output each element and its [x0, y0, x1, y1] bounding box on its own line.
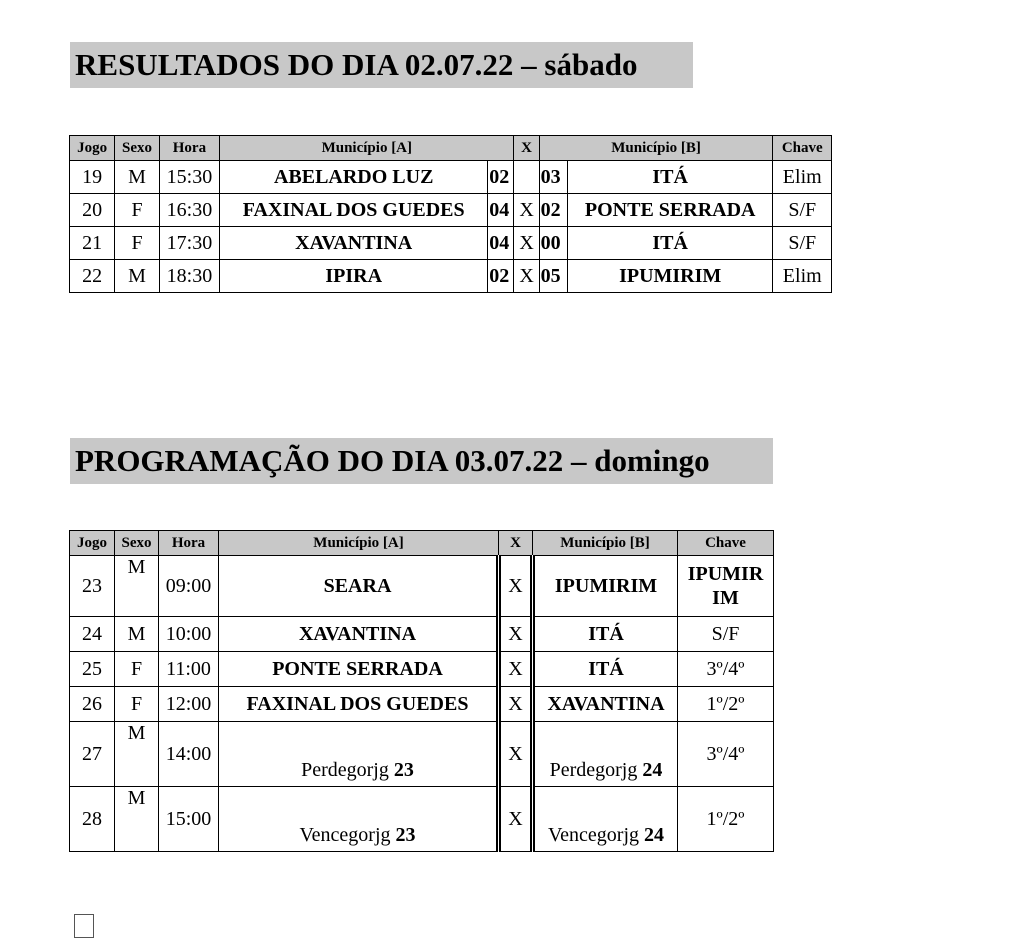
- hora-cell: 14:00: [159, 722, 219, 787]
- municipio-b-number: 24: [644, 824, 665, 846]
- sexo-cell: M: [115, 260, 159, 293]
- versus-cell: X: [499, 617, 533, 652]
- municipio-a-cell: IPIRA: [220, 260, 488, 293]
- municipio-b-cell: IPUMIRIM: [533, 556, 678, 617]
- municipio-a-cell: PONTE SERRADA: [219, 652, 499, 687]
- chave-cell: 1º/2º: [678, 787, 774, 852]
- jogo-cell: 22: [70, 260, 115, 293]
- versus-cell: X: [499, 652, 533, 687]
- jogo-cell: 21: [70, 227, 115, 260]
- sexo-cell: M: [115, 161, 159, 194]
- jogo-cell: 28: [70, 787, 115, 852]
- header-municipio-a: Município [A]: [220, 136, 514, 161]
- municipio-b-text: Perdegorjg: [549, 759, 643, 781]
- municipio-a-cell: [219, 787, 499, 852]
- hora-cell: 15:30: [159, 161, 219, 194]
- municipio-b-cell: XAVANTINA: [533, 687, 678, 722]
- municipio-a-cell: SEARA: [219, 556, 499, 617]
- table-row: [70, 652, 774, 687]
- versus-cell: X: [499, 556, 533, 617]
- sexo-cell: M: [115, 617, 159, 652]
- table-row: [70, 260, 832, 293]
- header-sexo: Sexo: [115, 531, 159, 556]
- sexo-cell: F: [115, 652, 159, 687]
- municipio-b-cell: [533, 787, 678, 852]
- municipio-a-text: Perdegorjg: [301, 759, 394, 781]
- table-row: [70, 787, 774, 852]
- schedule-title: PROGRAMAÇÃO DO DIA 03.07.22 – domingo: [70, 438, 773, 484]
- municipio-a-number: 23: [393, 759, 414, 781]
- chave-cell: IPUMIR IM: [678, 556, 774, 617]
- versus-cell: X: [499, 687, 533, 722]
- score-a-cell: 02: [488, 260, 514, 293]
- header-x: X: [514, 136, 539, 161]
- sexo-cell: M: [115, 787, 159, 852]
- hora-cell: 17:30: [159, 227, 219, 260]
- versus-cell: X: [514, 194, 539, 227]
- table-row: [70, 722, 774, 787]
- jogo-cell: 24: [70, 617, 115, 652]
- versus-cell: X: [499, 722, 533, 787]
- header-hora: Hora: [159, 531, 219, 556]
- header-hora: Hora: [159, 136, 219, 161]
- jogo-cell: 23: [70, 556, 115, 617]
- municipio-b-cell: ITÁ: [533, 652, 678, 687]
- municipio-b-cell: ITÁ: [567, 227, 773, 260]
- results-header-row: [70, 136, 832, 161]
- score-a-cell: 04: [488, 227, 514, 260]
- jogo-cell: 19: [70, 161, 115, 194]
- sexo-cell: F: [115, 194, 159, 227]
- table-row: [70, 227, 832, 260]
- municipio-a-text: Vencegorjg: [299, 824, 396, 846]
- schedule-header-row: [70, 531, 774, 556]
- score-b-cell: 00: [539, 227, 567, 260]
- jogo-cell: 27: [70, 722, 115, 787]
- municipio-b-text: Vencegorjg: [547, 824, 645, 846]
- municipio-a-number: 23: [395, 824, 416, 846]
- score-b-cell: 02: [539, 194, 567, 227]
- hora-cell: 11:00: [159, 652, 219, 687]
- chave-cell: Elim: [773, 260, 832, 293]
- sexo-cell: M: [115, 556, 159, 617]
- municipio-b-cell: IPUMIRIM: [567, 260, 773, 293]
- municipio-b-cell: [533, 722, 678, 787]
- hora-cell: 12:00: [159, 687, 219, 722]
- score-b-cell: 05: [539, 260, 567, 293]
- chave-cell: S/F: [773, 227, 832, 260]
- jogo-cell: 25: [70, 652, 115, 687]
- jogo-cell: 20: [70, 194, 115, 227]
- versus-cell: X: [514, 260, 539, 293]
- header-sexo: Sexo: [115, 136, 159, 161]
- municipio-a-cell: XAVANTINA: [220, 227, 488, 260]
- header-jogo: Jogo: [70, 136, 115, 161]
- score-a-cell: 04: [488, 194, 514, 227]
- municipio-a-cell: FAXINAL DOS GUEDES: [220, 194, 488, 227]
- chave-cell: S/F: [678, 617, 774, 652]
- hora-cell: 10:00: [159, 617, 219, 652]
- hora-cell: 18:30: [159, 260, 219, 293]
- municipio-b-cell: ITÁ: [567, 161, 773, 194]
- score-a-cell: 02: [488, 161, 514, 194]
- hora-cell: 09:00: [159, 556, 219, 617]
- hora-cell: 16:30: [159, 194, 219, 227]
- chave-cell: 3º/4º: [678, 652, 774, 687]
- chave-cell: 1º/2º: [678, 687, 774, 722]
- versus-cell: X: [514, 227, 539, 260]
- table-row: [70, 687, 774, 722]
- table-row: [70, 194, 832, 227]
- municipio-b-cell: ITÁ: [533, 617, 678, 652]
- municipio-a-cell: ABELARDO LUZ: [220, 161, 488, 194]
- header-jogo: Jogo: [70, 531, 115, 556]
- municipio-b-number: 24: [642, 759, 663, 781]
- header-municipio-b: Município [B]: [539, 136, 773, 161]
- score-b-cell: 03: [539, 161, 567, 194]
- sexo-cell: F: [115, 687, 159, 722]
- versus-cell: [514, 161, 539, 194]
- table-row: [70, 617, 774, 652]
- chave-cell: S/F: [773, 194, 832, 227]
- table-row: [70, 161, 832, 194]
- header-chave: Chave: [678, 531, 774, 556]
- schedule-table: [69, 530, 774, 852]
- jogo-cell: 26: [70, 687, 115, 722]
- versus-cell: X: [499, 787, 533, 852]
- results-table: [69, 135, 832, 293]
- empty-box-marker: [74, 914, 94, 938]
- chave-cell: 3º/4º: [678, 722, 774, 787]
- municipio-a-cell: XAVANTINA: [219, 617, 499, 652]
- hora-cell: 15:00: [159, 787, 219, 852]
- municipio-a-cell: [219, 722, 499, 787]
- header-chave: Chave: [773, 136, 832, 161]
- header-municipio-a: Município [A]: [219, 531, 499, 556]
- chave-cell: Elim: [773, 161, 832, 194]
- municipio-a-cell: FAXINAL DOS GUEDES: [219, 687, 499, 722]
- header-municipio-b: Município [B]: [533, 531, 678, 556]
- results-title: RESULTADOS DO DIA 02.07.22 – sábado: [70, 42, 693, 88]
- sexo-cell: M: [115, 722, 159, 787]
- table-row: [70, 556, 774, 617]
- header-x: X: [499, 531, 533, 556]
- municipio-b-cell: PONTE SERRADA: [567, 194, 773, 227]
- sexo-cell: F: [115, 227, 159, 260]
